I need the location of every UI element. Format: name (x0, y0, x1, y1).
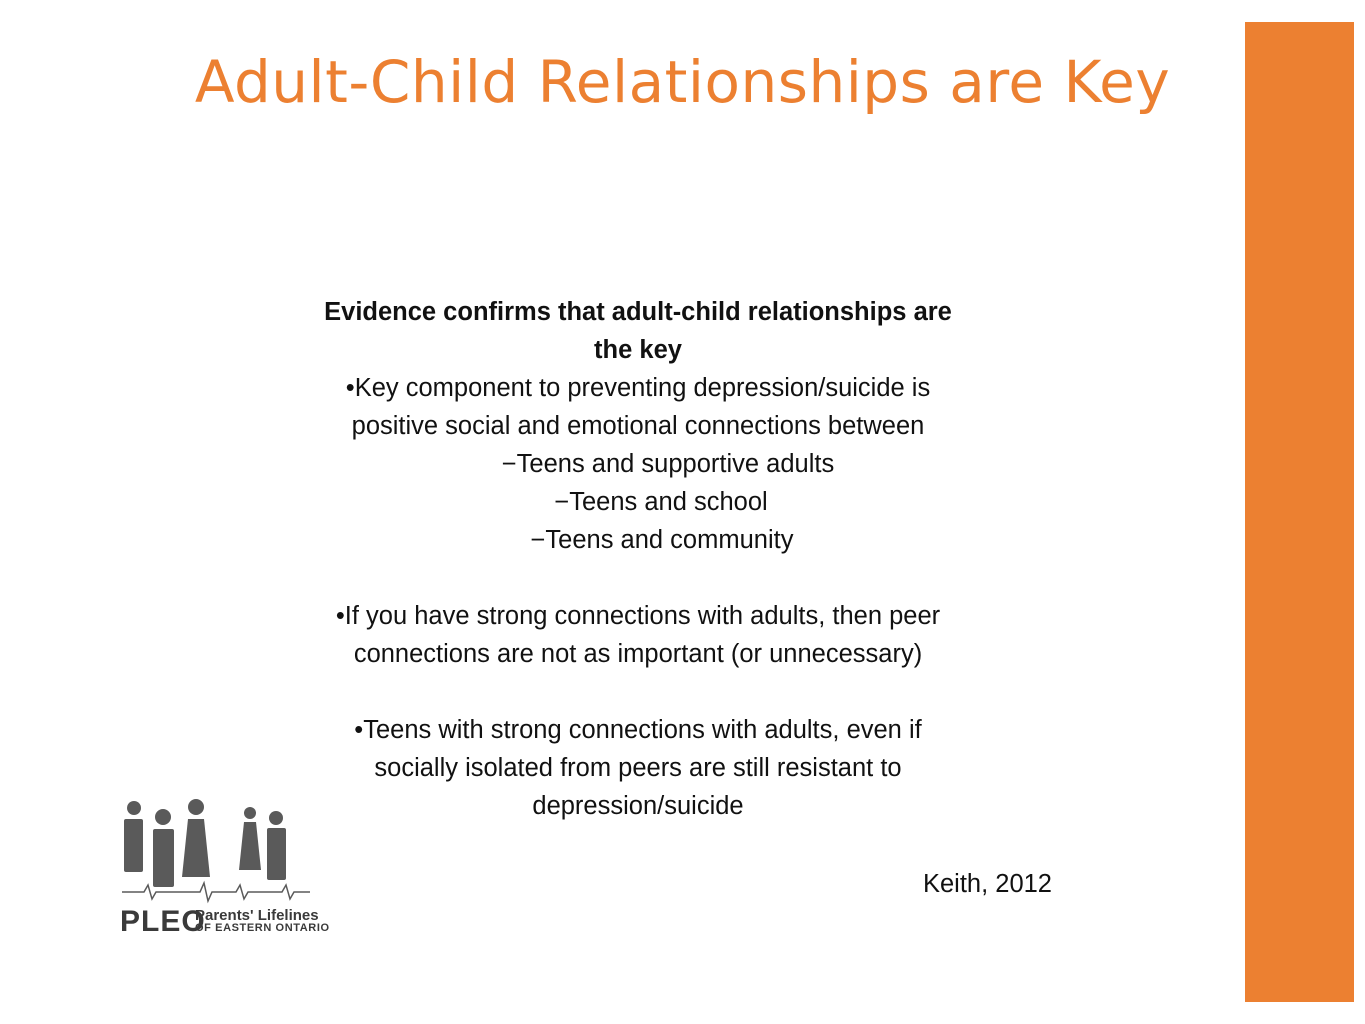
slide-title-text: Adult-Child Relationships are Key (194, 48, 1171, 116)
logo-subtitle: OF EASTERN ONTARIO (195, 922, 330, 934)
heading-line-1: Evidence confirms that adult-child relationships are (324, 298, 952, 326)
sub-item-1: −Teens and supportive adults (501, 450, 835, 478)
bullet-1-line-2: positive social and emotional connections between (351, 412, 925, 440)
sub-item-2: −Teens and school (554, 488, 768, 516)
orange-side-bar (1245, 22, 1354, 1002)
spacer (238, 559, 1038, 597)
logo-acronym: PLEO (120, 905, 206, 938)
logo-name: Parents' Lifelines (195, 907, 319, 924)
citation: Keith, 2012 (922, 870, 1052, 898)
slide-body (238, 293, 1038, 825)
spacer (238, 673, 1038, 711)
bullet-2-line-1: •If you have strong connections with adults, then peer (335, 602, 941, 630)
heading-line-2: the key (594, 336, 682, 364)
bullet-3-line-1: •Teens with strong connections with adults, even if (354, 716, 922, 744)
bullet-1-line-1: •Key component to preventing depression/suicide is (345, 374, 931, 402)
slide-title (0, 48, 1365, 116)
bullet-3-line-2: socially isolated from peers are still resistant to (374, 754, 902, 782)
sub-item-3: −Teens and community (530, 526, 794, 554)
bullet-2-line-2: connections are not as important (or unnecessary) (353, 640, 923, 668)
bullet-3-line-3: depression/suicide (532, 792, 744, 820)
